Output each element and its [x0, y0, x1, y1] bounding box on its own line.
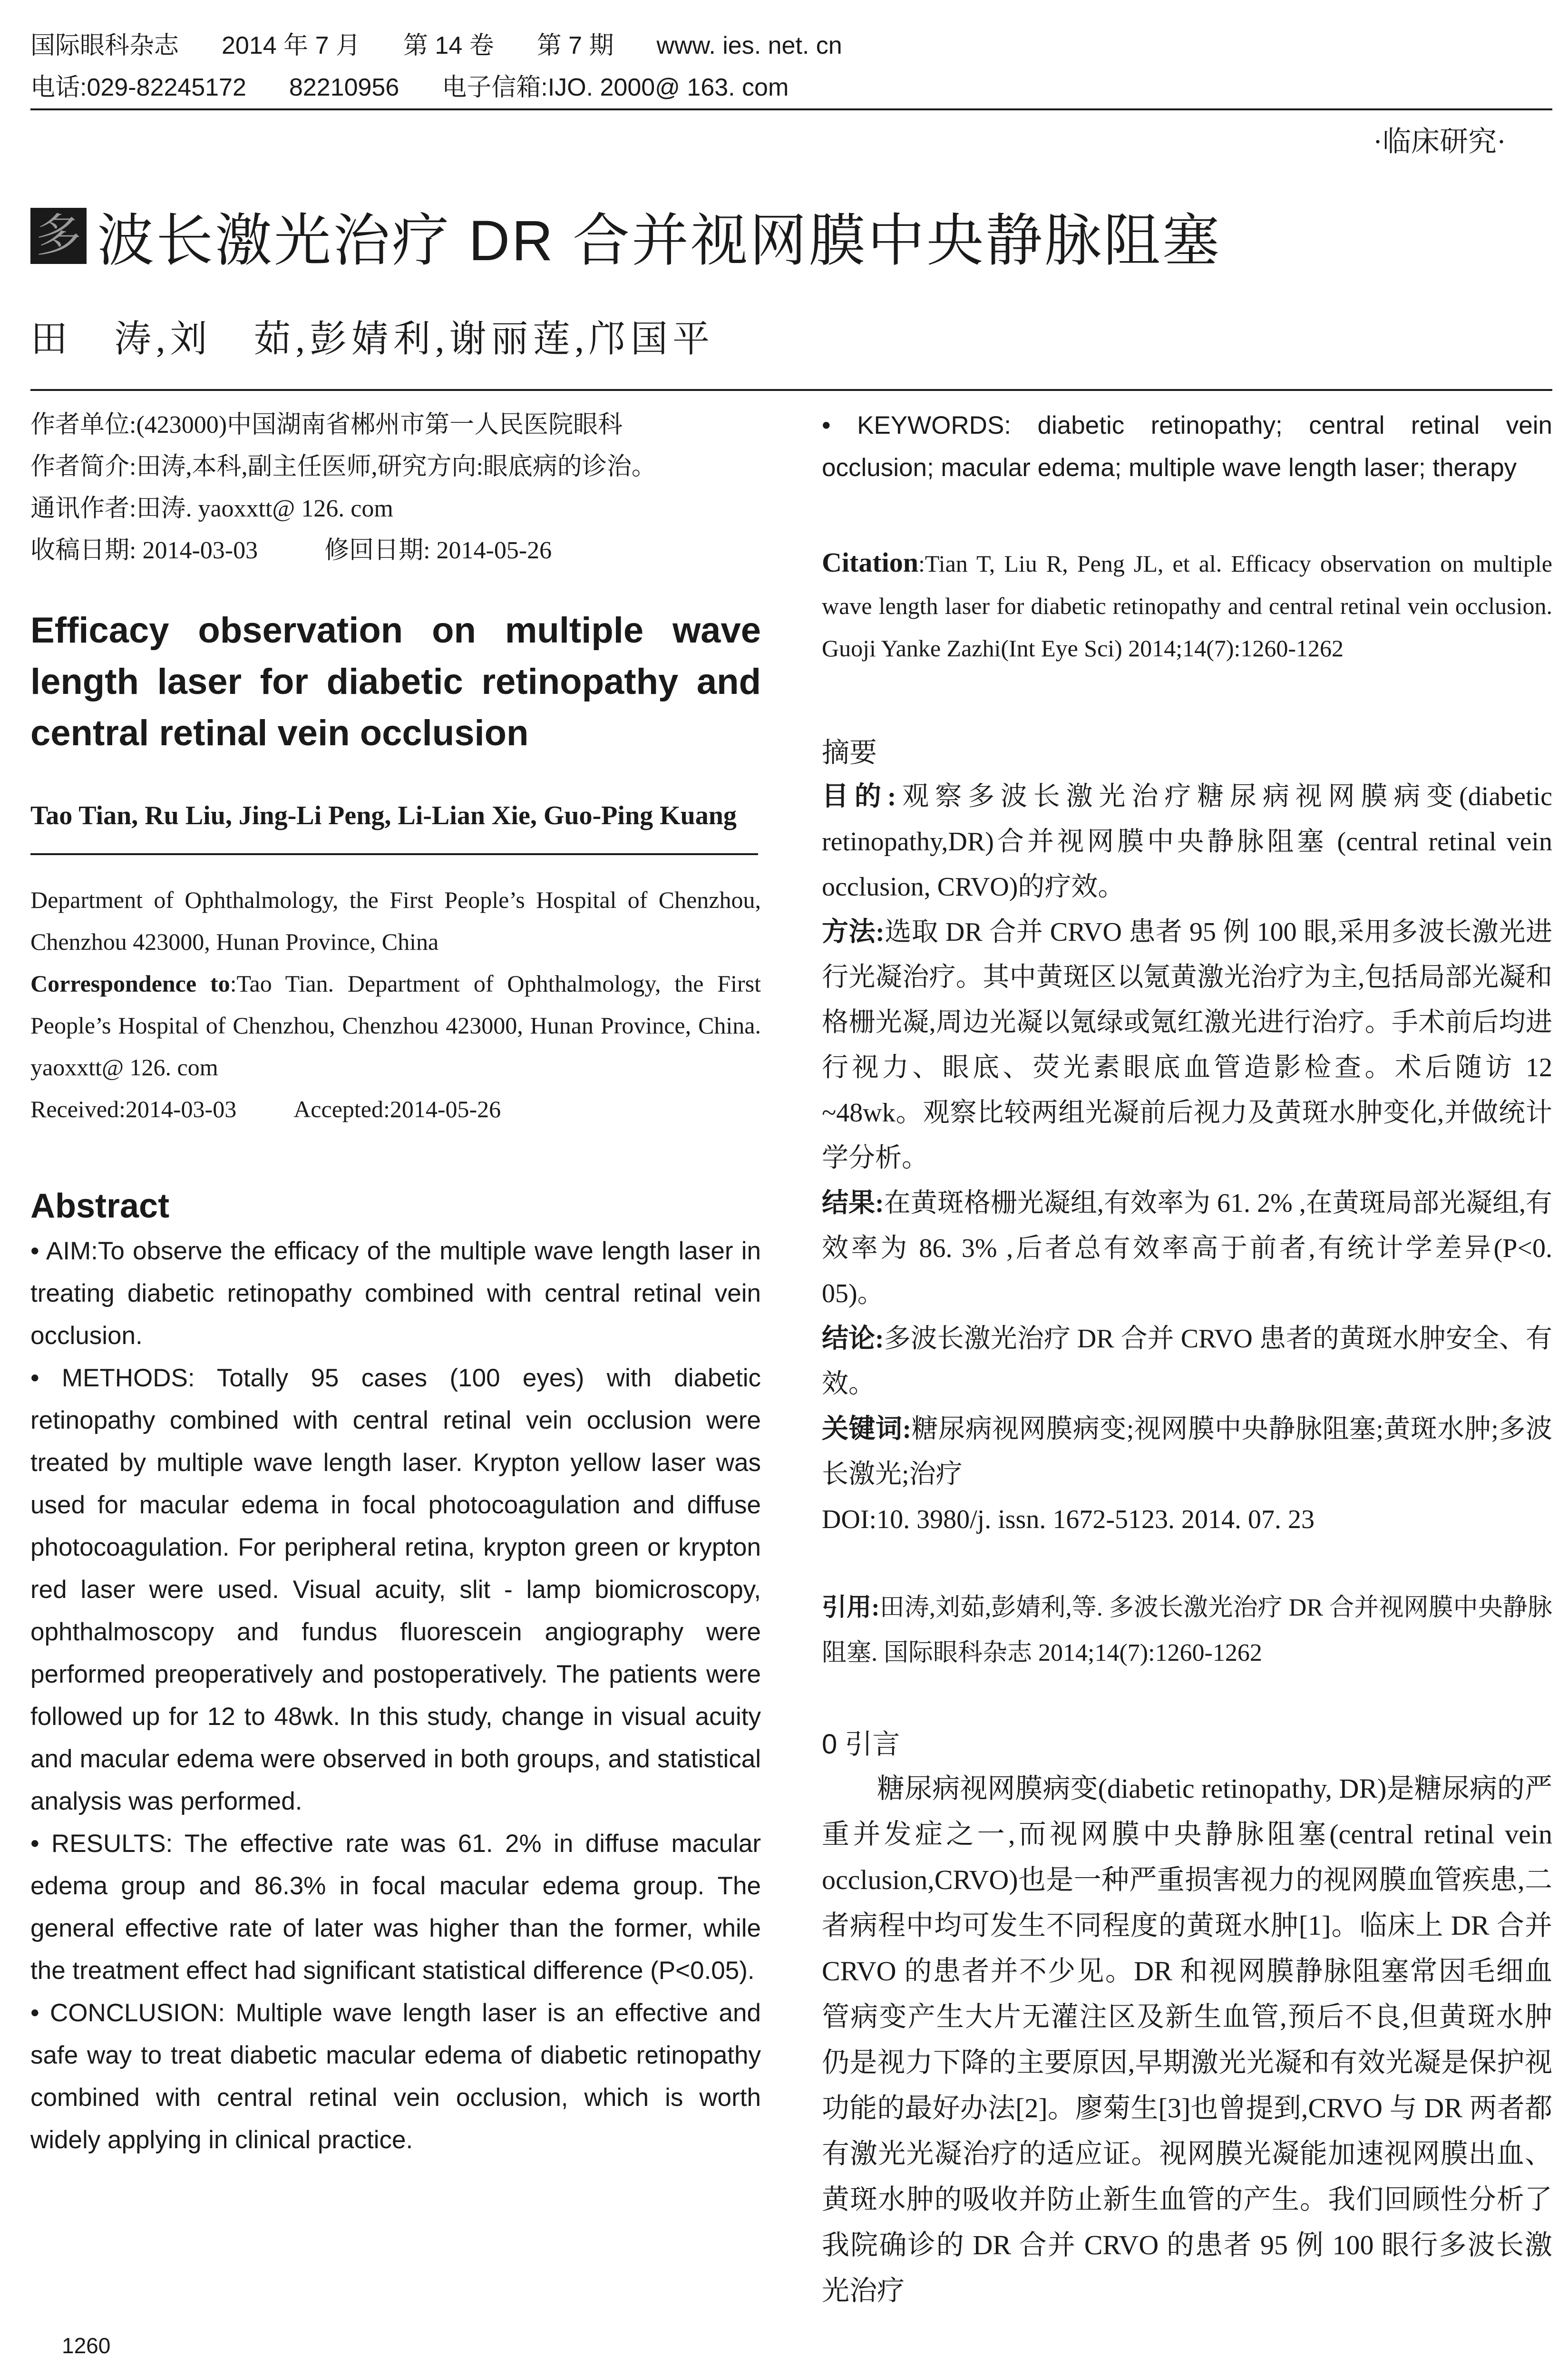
cn-keywords-text: 糖尿病视网膜病变;视网膜中央静脉阻塞;黄斑水肿;多波长激光;治疗 — [822, 1414, 1552, 1489]
author-bio: 作者简介:田涛,本科,副主任医师,研究方向:眼底病的诊治。 — [30, 453, 656, 480]
cn-keywords — [822, 1407, 1552, 1497]
keywords-english: • KEYWORDS: diabetic retinopathy; central retinal vein occlusion; macular edema; multiple wave length laser; therapy — [822, 411, 1552, 482]
dates-english — [30, 1088, 761, 1130]
masthead-rule — [30, 108, 1552, 110]
dates-chinese — [30, 530, 761, 572]
volume: 第 14 卷 — [403, 32, 494, 59]
cn-abstract-aim — [822, 774, 1552, 910]
article-title — [30, 195, 1221, 277]
citation-label: Citation — [822, 547, 918, 578]
journal-name: 国际眼科杂志 — [30, 32, 179, 59]
corresponding-author: 通讯作者:田涛. yaoxxtt@ 126. com — [30, 495, 393, 522]
page-number: 1260 — [62, 2333, 111, 2358]
masthead-line-1 — [30, 25, 1552, 67]
citation-chinese — [822, 1585, 1552, 1676]
english-title: Efficacy observation on multiple wave length laser for diabetic retinopathy and central retinal vein occlusion — [30, 610, 761, 753]
cn-conclusion-text: 多波长激光治疗 DR 合并 CRVO 患者的黄斑水肿安全、有效。 — [822, 1324, 1552, 1399]
affiliation: Department of Ophthalmology, the First People’s Hospital of Chenzhou, Chenzhou 423000, Hunan Province, China — [30, 887, 761, 955]
cn-aim-label: 目的: — [822, 782, 896, 811]
phone: 电话:029-82245172 — [30, 74, 246, 101]
issue: 第 7 期 — [536, 32, 614, 59]
introduction-heading: 0 引言 — [822, 1729, 900, 1760]
header-rule — [30, 389, 1552, 391]
abstract-conclusion: • CONCLUSION: Multiple wave length laser is an effective and safe way to treat diabetic macular edema of diabetic retinopathy combined with central retinal vein occlusion, which is worth widely applying in clinical practice. — [30, 1999, 761, 2154]
title-text: 波长激光治疗 DR 合并视网膜中央静脉阻塞 — [97, 209, 1221, 273]
cn-results-text: 在黄斑格栅光凝组,有效率为 61. 2% ,在黄斑局部光凝组,有效率为 86. 3% ,后者总有效率高于前者,有统计学差异(P<0. 05)。 — [822, 1188, 1552, 1308]
received-date-en: Received:2014-03-03 — [30, 1096, 237, 1122]
correspondence-label: Correspondence to — [30, 970, 230, 997]
journal-masthead — [30, 25, 1552, 108]
cn-conclusion-label: 结论: — [822, 1324, 884, 1354]
abstract-results: • RESULTS: The effective rate was 61. 2% in diffuse macular edema group and 86.3% in focal macular edema group. The general effective rate of later was higher than the former, while the treatment effect had significant statistical difference (P<0.05). — [30, 1830, 761, 1985]
abstract-heading: Abstract — [30, 1187, 170, 1225]
section-label: ·临床研究· — [1373, 126, 1506, 157]
phone-2: 82210956 — [289, 74, 399, 101]
citation-english — [822, 541, 1552, 670]
cn-methods-label: 方法: — [822, 917, 885, 947]
email: 电子信箱:IJO. 2000@ 163. com — [442, 74, 789, 101]
cn-aim-text: 观察多波长激光治疗糖尿病视网膜病变(diabetic retinopathy,DR)合并视网膜中央静脉阻塞 (central retinal vein occlusion, CRVO)的疗效。 — [822, 782, 1553, 902]
cn-keywords-label: 关键词: — [822, 1414, 912, 1444]
abstract-aim: • AIM:To observe the efficacy of the multiple wave length laser in treating diabetic retinopathy combined with central retinal vein occlusion. — [30, 1237, 761, 1350]
issue-date: 2014 年 7 月 — [222, 32, 360, 59]
cn-citation-text: 田涛,刘茹,彭婧利,等. 多波长激光治疗 DR 合并视网膜中央静脉阻塞. 国际眼科杂志 2014;14(7):1260-1262 — [822, 1594, 1552, 1666]
cn-abstract-conclusion — [822, 1316, 1552, 1407]
authors-chinese: 田 涛,刘 茹,彭婧利,谢丽莲,邝国平 — [30, 318, 715, 360]
author-info-chinese — [30, 404, 761, 572]
cn-methods-text: 选取 DR 合并 CRVO 患者 95 例 100 眼,采用多波长激光进行光凝治疗。其中黄斑区以氪黄激光治疗为主,包括局部光凝和格栅光凝,周边光凝以氪绿或氪红激光进行治疗。手术前后均进行视力、眼底、荧光素眼底血管造影检查。术后随访 12 ~48wk。观察比较两组光凝前后视力及黄斑水肿变化,并做统计学分析。 — [822, 917, 1552, 1173]
accepted-date-en: Accepted:2014-05-26 — [293, 1096, 501, 1122]
left-column — [30, 404, 761, 2161]
cn-results-label: 结果: — [822, 1188, 884, 1218]
masthead-line-2 — [30, 67, 1552, 108]
correspondence-text: :Tao Tian. Department of Ophthalmology, the First People’s Hospital of Chenzhou, Chenzhou 423000, Hunan Province, China. yaoxxtt@ 126. com — [30, 970, 761, 1081]
chinese-abstract-heading: 摘要 — [822, 737, 877, 768]
cn-abstract-results — [822, 1181, 1552, 1316]
correspondence — [30, 963, 761, 1088]
author-unit: 作者单位:(423000)中国湖南省郴州市第一人民医院眼科 — [30, 411, 623, 438]
authors-rule — [30, 853, 758, 855]
cn-abstract-methods — [822, 910, 1552, 1181]
right-column — [822, 404, 1552, 2314]
doi: DOI:10. 3980/j. issn. 1672-5123. 2014. 07. 23 — [822, 1505, 1315, 1534]
title-drop-char: 多 — [30, 208, 87, 264]
website: www. ies. net. cn — [656, 32, 842, 59]
citation-text: :Tian T, Liu R, Peng JL, et al. Efficacy observation on multiple wave length laser for diabetic retinopathy and central retinal vein occlusion. Guoji Yanke Zazhi(Int Eye Sci) 2014;14(7):1260-1262 — [822, 550, 1552, 662]
received-date-cn: 收稿日期: 2014-03-03 — [30, 537, 258, 564]
abstract-methods: • METHODS: Totally 95 cases (100 eyes) with diabetic retinopathy combined with central retinal vein occlusion were treated by multiple wave length laser. Krypton yellow laser was used for macular edema in focal photocoagulation and diffuse photocoagulation. For peripheral retina, krypton green or krypton red laser were used. Visual acuity, slit - lamp biomicroscopy, ophthalmoscopy and fundus fluorescein angiography were performed preoperatively and postoperatively. The patients were followed up for 12 to 48wk. In this study, change in visual acuity and macular edema were observed in both groups, and statistical analysis was performed. — [30, 1364, 761, 1815]
introduction-body: 糖尿病视网膜病变(diabetic retinopathy, DR)是糖尿病的严重并发症之一,而视网膜中央静脉阻塞(central retinal vein occlusion,CRVO)也是一种严重损害视力的视网膜血管疾患,二者病程中均可发生不同程度的黄斑水肿[1]。临床上 DR 合并 CRVO 的患者并不少见。DR 和视网膜静脉阻塞常因毛细血管病变产生大片无灌注区及新生血管,预后不良,但黄斑水肿仍是视力下降的主要原因,早期激光光凝和有效光凝是保护视功能的最好办法[2]。廖菊生[3]也曾提到,CRVO 与 DR 两者都有激光光凝治疗的适应证。视网膜光凝能加速视网膜出血、黄斑水肿的吸收并防止新生血管的产生。我们回顾性分析了我院确诊的 DR 合并 CRVO 的患者 95 例 100 眼行多波长激光治疗 — [822, 1773, 1552, 2306]
cn-citation-label: 引用: — [822, 1594, 880, 1621]
english-authors: Tao Tian, Ru Liu, Jing-Li Peng, Li-Lian Xie, Guo-Ping Kuang — [30, 801, 737, 830]
revised-date-cn: 修回日期: 2014-05-26 — [324, 537, 552, 564]
